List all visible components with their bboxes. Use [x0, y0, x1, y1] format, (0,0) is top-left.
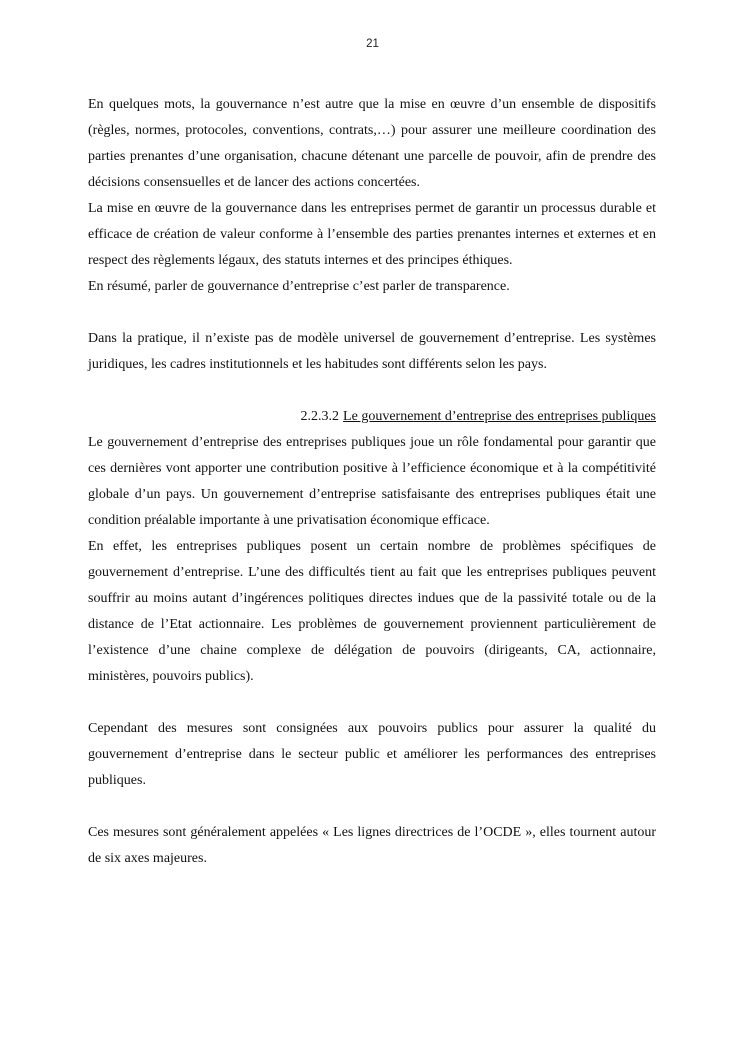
paragraph-spacer: [88, 690, 656, 716]
paragraph-specific-problems: En effet, les entreprises publiques posent un certain nombre de problèmes spécifiques de gouvernement d’entreprise. L’une des difficultés tient au fait que les entreprises publiques peuvent souffrir au moins autant d’ingérences politiques directes indues que de la passivité totale ou de la distance de l’Etat actionnaire. Les problèmes de gouvernement proviennent particulièrement de l’existence d’une chaine complexe de délégation de pouvoirs (dirigeants, CA, actionnaire, ministères, pouvoirs publics).: [88, 539, 656, 684]
paragraph-public-enterprise-role: Le gouvernement d’entreprise des entreprises publiques joue un rôle fondamental pour garantir que ces dernières vont apporter une contribution positive à l’efficience économique et à la compétitivité globale d’un pays. Un gouvernement d’entreprise satisfaisante des entreprises publiques était une condition préalable importante à une privatisation économique efficace.: [88, 435, 656, 528]
paragraph-transparency-summary: En résumé, parler de gouvernance d’entreprise c’est parler de transparence.: [88, 279, 510, 294]
paragraph-no-universal-model: Dans la pratique, il n’existe pas de modèle universel de gouvernement d’entreprise. Les systèmes juridiques, les cadres institutionnels et les habitudes sont différents selon les pays.: [88, 331, 656, 372]
paragraph-governance-definition: En quelques mots, la gouvernance n’est autre que la mise en œuvre d’un ensemble de dispositifs (règles, normes, protocoles, conventions, contrats,…) pour assurer une meilleure coordination des parties prenantes d’une organisation, chacune détenant une parcelle de pouvoir, afin de prendre des décisions consensuelles et de lancer des actions concertées.: [88, 97, 656, 190]
section-title: Le gouvernement d’entreprise des entreprises publiques: [343, 409, 656, 424]
paragraph-oecd-guidelines: Ces mesures sont généralement appelées « Les lignes directrices de l’OCDE », elles tournent autour de six axes majeures.: [88, 825, 656, 866]
page-number: 21: [366, 38, 379, 50]
paragraph-public-measures: Cependant des mesures sont consignées aux pouvoirs publics pour assurer la qualité du gouvernement d’entreprise dans le secteur public et améliorer les performances des entreprises publiques.: [88, 721, 656, 788]
paragraph-governance-implementation: La mise en œuvre de la gouvernance dans les entreprises permet de garantir un processus durable et efficace de création de valeur conforme à l’ensemble des parties prenantes internes et externes et en respect des règlements légaux, des statuts internes et des principes éthiques.: [88, 201, 656, 268]
section-heading: [88, 404, 656, 430]
paragraph-spacer: [88, 300, 656, 326]
page-body: [88, 92, 656, 872]
paragraph-spacer: [88, 794, 656, 820]
paragraph-spacer: [88, 378, 656, 404]
section-number: 2.2.3.2: [300, 409, 340, 424]
